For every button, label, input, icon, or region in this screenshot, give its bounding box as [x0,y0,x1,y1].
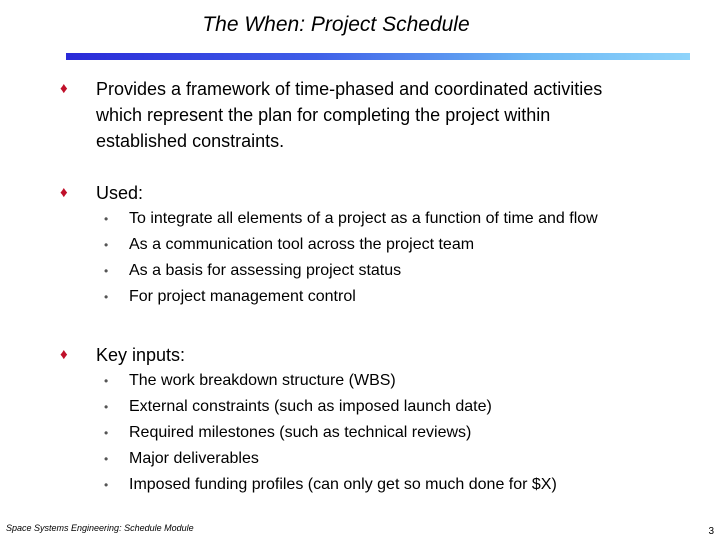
list-item: • Required milestones (such as technical reviews) [104,420,704,446]
list-item: • For project management control [104,284,704,310]
bullet-line: established constraints. [96,131,285,151]
diamond-bullet-icon: ♦ [60,346,68,363]
bullet-text [96,76,696,154]
dot-bullet-icon: • [104,264,109,278]
list-item: • External constraints (such as imposed launch date) [104,394,704,420]
dot-bullet-icon: • [104,426,109,440]
diamond-bullet-icon: ♦ [60,80,68,97]
dot-bullet-icon: • [104,478,109,492]
slide-footer: Space Systems Engineering: Schedule Module [6,523,194,533]
list-item: • As a communication tool across the project team [104,232,704,258]
title-underline-bar [66,53,690,60]
list-item: • To integrate all elements of a project as a function of time and flow [104,206,704,232]
page-number: 3 [708,526,714,537]
list-item: • As a basis for assessing project status [104,258,704,284]
diamond-bullet-icon: ♦ [60,184,68,201]
bullet-line: which represent the plan for completing the project within [96,105,551,125]
list-item: • Major deliverables [104,446,704,472]
dot-bullet-icon: • [104,452,109,466]
bullet-text: Used: [96,183,144,203]
dot-bullet-icon: • [104,400,109,414]
dot-bullet-icon: • [104,212,109,226]
used-sublist [104,206,704,310]
key-inputs-sublist [104,368,704,498]
slide-title: The When: Project Schedule [202,13,470,36]
list-item: • Imposed funding profiles (can only get so much done for $X) [104,472,704,498]
bullet-text: Key inputs: [96,345,186,365]
dot-bullet-icon: • [104,374,109,388]
list-item: • The work breakdown structure (WBS) [104,368,704,394]
bullet-line: Provides a framework of time-phased and coordinated activities [96,79,603,99]
dot-bullet-icon: • [104,290,109,304]
dot-bullet-icon: • [104,238,109,252]
